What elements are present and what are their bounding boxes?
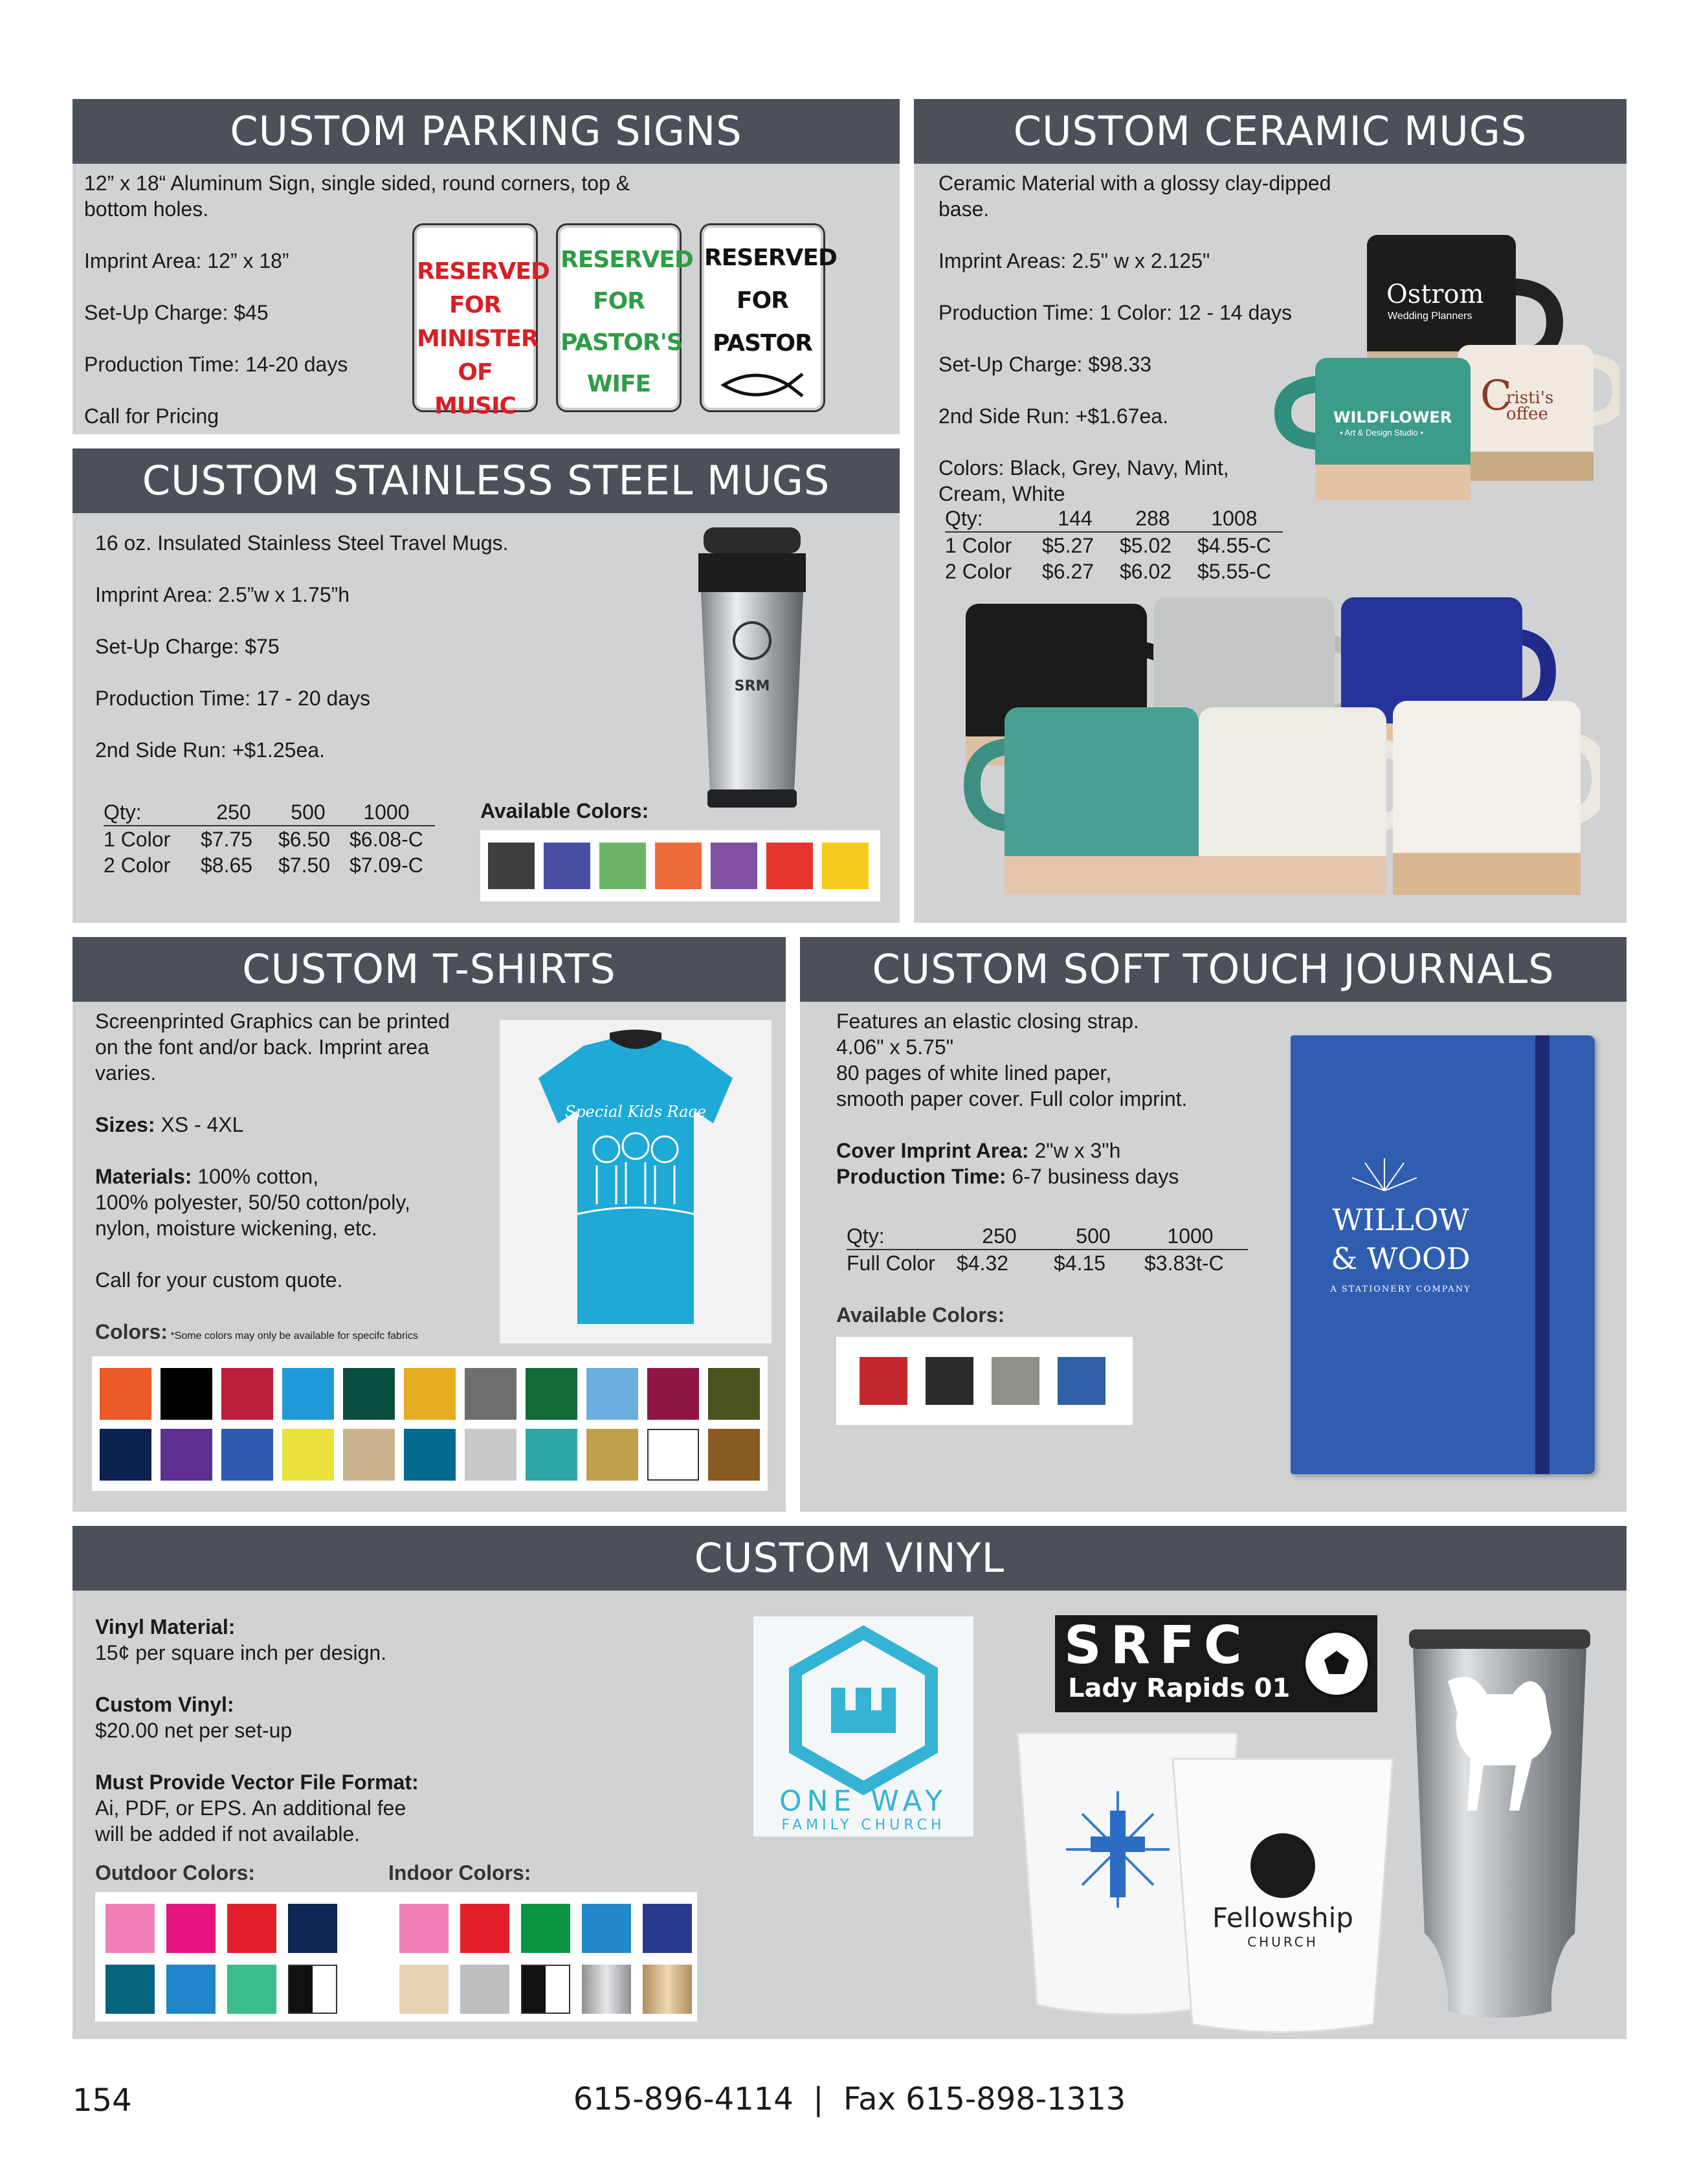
journal-logo-line1: WILLOW: [1332, 1202, 1469, 1237]
swatch-black: [926, 1357, 973, 1405]
parking-sign-pastor: RESERVED FOR PASTOR: [702, 225, 823, 410]
swatch-charcoal: [465, 1368, 516, 1420]
swatch-jade: [526, 1429, 577, 1481]
steel-travel-mug-image: [684, 527, 814, 812]
horse-tumbler-image: [1403, 1629, 1597, 2031]
vinyl-details: Vinyl Material: 15¢ per square inch per design. Custom Vinyl: $20.00 net per set-up Must Provide Vector File Format: Ai, PDF, or EPS. An additional fee will be added if not available.: [95, 1615, 419, 1846]
swatch-silver: [582, 1965, 631, 2014]
swatch-blue: [544, 843, 590, 889]
svg-text:offee: offee: [1506, 404, 1548, 424]
svg-text:C: C: [1480, 372, 1512, 420]
swatch-cardinal: [221, 1368, 273, 1420]
tshirts-details: Screenprinted Graphics can be printed on the font and/or back. Imprint area varies. Sizes: XS - 4XL Materials: 100% cotton, 100% polyester, 50/50 cotton/poly, nylon, moisture wickening, etc. Call for your custom quote. Colors: *Some colors may only be available for specifc fabrics: [95, 1009, 450, 1343]
swatch-navy: [100, 1429, 151, 1481]
swatch-grey: [460, 1965, 509, 2014]
mug-cream: [1199, 707, 1412, 895]
steel-colors-label: Available Colors:: [480, 799, 649, 822]
journals-title: CUSTOM SOFT TOUCH JOURNALS: [800, 937, 1627, 1002]
tshirt-photo: [500, 1020, 772, 1343]
svg-text:• Art & Design Studio •: • Art & Design Studio •: [1340, 428, 1424, 437]
swatch-sand: [343, 1429, 395, 1481]
swatch-blue: [166, 1965, 216, 2014]
swatch-pink: [399, 1904, 449, 1953]
svg-text:Fellowship: Fellowship: [1212, 1902, 1353, 1934]
swatch-red: [860, 1357, 907, 1405]
swatch-purple: [711, 843, 757, 889]
journal-colors-label: Available Colors:: [836, 1303, 1005, 1327]
swatch-grey: [992, 1357, 1039, 1405]
swatch-sapphire: [282, 1368, 334, 1420]
srfc-decal: [1055, 1615, 1377, 1712]
svg-text:risti's: risti's: [1506, 388, 1554, 408]
svg-text:SRM: SRM: [734, 678, 770, 694]
swatch-black-white: [521, 1965, 570, 2014]
srfc-text: SRFC: [1064, 1615, 1251, 1675]
ceramic-mugs-title: CUSTOM CERAMIC MUGS: [914, 99, 1627, 164]
one-way-text: ONE WAY: [779, 1785, 948, 1818]
swatch-black-white: [288, 1965, 337, 2014]
mug-mint: [972, 707, 1199, 895]
page-number: 154: [72, 2082, 132, 2119]
swatch-kelly: [526, 1368, 577, 1420]
swatch-dark-grey: [488, 843, 535, 889]
tshirt-color-swatches: [92, 1356, 768, 1491]
swatch-pink: [105, 1904, 155, 1953]
steel-mugs-details: 16 oz. Insulated Stainless Steel Travel Mugs. Imprint Area: 2.5”w x 1.75”h Set-Up Charge: $75 Production Time: 17 - 20 days 2nd Side Run: +$1.25ea.: [95, 531, 509, 762]
swatch-olive: [708, 1368, 760, 1420]
swatch-red: [227, 1904, 276, 1953]
indoor-colors-label: Indoor Colors:: [388, 1861, 531, 1884]
one-way-decal: [753, 1616, 973, 1837]
swatch-old-gold: [586, 1429, 638, 1481]
tshirts-title: CUSTOM T-SHIRTS: [72, 937, 786, 1002]
vinyl-title: CUSTOM VINYL: [72, 1526, 1627, 1591]
elastic-strap: [1535, 1035, 1549, 1474]
svg-text:WILDFLOWER: WILDFLOWER: [1333, 408, 1452, 426]
ceramic-mugs-panel: [914, 99, 1627, 923]
svg-text:Wedding Planners: Wedding Planners: [1388, 311, 1472, 322]
ceramic-price-table: Qty: 144 288 1008 1 Color $5.27 $5.02 $4.55-C 2 Color $6.27 $6.02 $5.55-C: [945, 505, 1283, 584]
swatch-red: [766, 843, 813, 889]
journal-image: [1291, 1035, 1595, 1474]
swatch-teal: [105, 1965, 155, 2014]
parking-signs-title: CUSTOM PARKING SIGNS: [72, 99, 900, 164]
swatch-magenta: [166, 1904, 216, 1953]
ceramic-mugs-details: Ceramic Material with a glossy clay-dipped base. Imprint Areas: 2.5" w x 2.125" Production Time: 1 Color: 12 - 14 days Set-Up Charge: $98.33 2nd Side Run: +$1.67ea. Colors: Black, Grey, Navy, Mint, Cream, White: [938, 171, 1331, 505]
outdoor-swatch-grid: [105, 1904, 337, 2014]
journal-color-swatches: [836, 1337, 1133, 1425]
swatch-mint: [227, 1965, 276, 2014]
parking-sign-pastors-wife: RESERVED FOR PASTOR'S WIFE: [558, 225, 680, 410]
vinyl-cups-image: [1005, 1720, 1471, 2037]
outdoor-colors-label: Outdoor Colors:: [95, 1861, 256, 1884]
fish-icon: [717, 369, 808, 401]
swatch-forest: [343, 1368, 395, 1420]
swatch-yellow: [822, 843, 869, 889]
swatch-green: [521, 1904, 570, 1953]
svg-text:CHURCH: CHURCH: [1247, 1934, 1318, 1950]
vinyl-panel: [72, 1526, 1627, 2039]
svg-text:Ostrom: Ostrom: [1386, 280, 1484, 309]
swatch-orange: [655, 843, 702, 889]
contact-phone-fax: 615-896-4114 | Fax 615-898-1313: [573, 2081, 1126, 2117]
swatch-brown: [708, 1429, 760, 1481]
swatch-royal: [221, 1429, 273, 1481]
indoor-swatch-grid: [399, 1904, 692, 2014]
swatch-green: [599, 843, 646, 889]
parking-sign-minister: RESERVED FOR MINISTER OF MUSIC: [414, 225, 536, 410]
tshirts-panel: [72, 937, 786, 1512]
swatch-teal: [404, 1429, 456, 1481]
swatch-purple: [161, 1429, 212, 1481]
logo-mugs-image: [1263, 222, 1619, 507]
lady-rapids-text: Lady Rapids 01: [1068, 1673, 1291, 1703]
swatch-blue: [1058, 1357, 1105, 1405]
journal-logo-line3: A STATIONERY COMPANY: [1330, 1285, 1471, 1294]
journal-logo-line2: & WOOD: [1331, 1241, 1471, 1276]
swatch-royal: [643, 1904, 692, 1953]
steel-price-table: Qty: 250 500 1000 1 Color $7.75 $6.50 $6.08-C 2 Color $8.65 $7.50 $7.09-C: [104, 799, 435, 878]
swatch-black: [161, 1368, 212, 1420]
family-church-text: FAMILY CHURCH: [781, 1817, 946, 1833]
ceramic-mug-colors-image: [940, 597, 1600, 908]
parking-signs-panel: [72, 99, 900, 434]
swatch-orange: [100, 1368, 151, 1420]
swatch-gold: [643, 1965, 692, 2014]
mug-white: [1393, 701, 1600, 895]
swatch-gold: [404, 1368, 456, 1420]
swatch-yellow: [282, 1429, 334, 1481]
sunburst-icon: [1346, 1155, 1423, 1194]
steel-mugs-panel: [72, 448, 900, 923]
steel-mugs-title: CUSTOM STAINLESS STEEL MUGS: [72, 448, 900, 513]
swatch-ash: [465, 1429, 516, 1481]
parking-signs-details: 12” x 18“ Aluminum Sign, single sided, round corners, top & bottom holes. Imprint Area: 12” x 18” Set-Up Charge: $45 Production Time: 14-20 days Call for Pricing: [84, 171, 630, 428]
journals-panel: [800, 937, 1627, 1512]
svg-text:Special Kids Race: Special Kids Race: [564, 1103, 707, 1121]
steel-color-swatches: [480, 830, 880, 901]
journals-price-table: Qty: 250 500 1000 Full Color $4.32 $4.15 $3.83t-C: [847, 1223, 1248, 1276]
journals-details: Features an elastic closing strap. 4.06" x 5.75" 80 pages of white lined paper, smooth paper cover. Full color imprint. Cover Imprint Area: 2"w x 3"h Production Time: 6-7 business days: [836, 1009, 1188, 1188]
swatch-navy: [288, 1904, 337, 1953]
swatch-light-blue: [582, 1904, 631, 1953]
swatch-tan: [399, 1965, 449, 2014]
vinyl-color-swatches: [95, 1892, 697, 2022]
swatch-maroon: [647, 1368, 699, 1420]
swatch-red: [460, 1904, 509, 1953]
tshirt-colors-label: Colors:: [95, 1320, 168, 1343]
soccer-ball-icon: [1301, 1628, 1372, 1699]
swatch-white: [647, 1429, 699, 1481]
swatch-carolina: [586, 1368, 638, 1420]
